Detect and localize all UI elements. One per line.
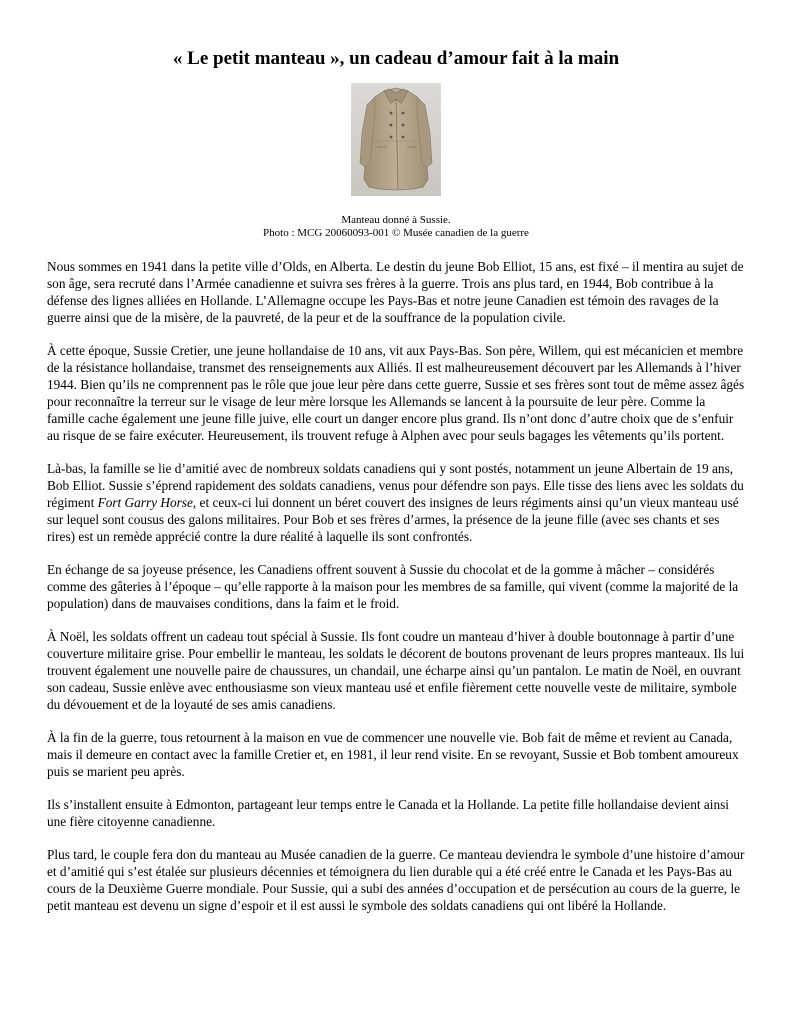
caption-line-2: Photo : MCG 20060093-001 © Musée canadien de la guerre <box>263 227 529 239</box>
paragraph-6: À la fin de la guerre, tous retournent à la maison en vue de commencer une nouvelle vie. Bob fait de même et revient au Canada, mais il demeure en contact avec la famille Cretier et, en 1981, il leur rend visite. En se revoyant, Sussie et Bob tombent amoureux puis se marient peu après. <box>47 730 739 779</box>
image-caption <box>47 214 745 240</box>
caption-line-1: Manteau donné à Sussie. <box>341 214 451 226</box>
article-body <box>47 258 745 914</box>
paragraph-7: Ils s’installent ensuite à Edmonton, partageant leur temps entre le Canada et la Hollande. La petite fille hollandaise devient ainsi une fière citoyenne canadienne. <box>47 797 729 829</box>
coat-photo-icon <box>351 83 441 196</box>
paragraph-3-part-2: , et ceux-ci lui donnent un béret couvert des insignes de leurs régiments ainsi qu’un vieux manteau usé sur lequel sont cousus des galons militaires. Pour Bob et ses frères d’armes, la présence de la jeune fille (avec ses chants et ses rires) est un remède apprécié contre la dure réalité à laquelle ils sont confrontés. <box>47 495 739 544</box>
paragraph-3 <box>47 460 745 545</box>
document-title: « Le petit manteau », un cadeau d’amour fait à la main <box>172 48 620 69</box>
paragraph-8: Plus tard, le couple fera don du manteau au Musée canadien de la guerre. Ce manteau deviendra le symbole d’une histoire d’amour et d’amitié qui s’est étalée sur plusieurs décennies et témoignera du lien durable qui a été créé entre le Canada et les Pays-Bas au cours de la Deuxième Guerre mondiale. Pour Sussie, qui a subi des années d’occupation et de persécution au cours de la guerre, le petit manteau est devenu un signe d’espoir et il est aussi le symbole des soldats canadiens qui ont libéré la Hollande. <box>47 847 745 913</box>
regiment-name: Fort Garry Horse <box>97 495 193 510</box>
document-page <box>47 0 745 930</box>
coat-photo <box>351 83 441 196</box>
paragraph-4: En échange de sa joyeuse présence, les Canadiens offrent souvent à Sussie du chocolat et de la gomme à mâcher – considérés comme des gâteries à l’époque – qu’elle rapporte à la maison pour les membres de sa famille, qui vivent (comme la majorité de la population) dans de mauvaises conditions, dans la faim et le froid. <box>47 562 739 611</box>
paragraph-5: À Noël, les soldats offrent un cadeau tout spécial à Sussie. Ils font coudre un manteau d’hiver à double boutonnage à partir d’une couverture militaire grise. Pour embellir le manteau, les soldats le décorent de boutons provenant de leurs propres manteaux. Ils lui trouvent également une nouvelle paire de chaussures, un chandail, une écharpe ainsi qu’un pantalon. Le matin de Noël, en ouvrant son cadeau, Sussie enlève avec enthousiasme son vieux manteau usé et enfile fièrement cette nouvelle veste de militaire, symbole du dévouement et de la loyauté de ses amis canadiens. <box>47 629 745 712</box>
paragraph-2: À cette époque, Sussie Cretier, une jeune hollandaise de 10 ans, vit aux Pays-Bas. Son père, Willem, qui est mécanicien et membre de la résistance hollandaise, transmet des renseignements aux Alliés. Il est malheureusement découvert par les Allemands à l’hiver 1944. Bien qu’ils ne comprennent pas le rôle que joue leur père dans cette guerre, Sussie et ses frères sont tout de même assez âgés pour reconnaître la terreur sur le visage de leur mère lorsque les Allemands se lancent à la poursuite de leur père. Comme la famille cache également une jeune fille juive, elle court un danger encore plus grand. Ils n’ont donc d’autre choix que de s’enfuir au risque de se faire exécuter. Heureusement, ils trouvent refuge à Alphen avec pour seuls bagages les vêtements qu’ils portent. <box>47 343 745 443</box>
paragraph-3-part-1: Là-bas, la famille se lie d’amitié avec de nombreux soldats canadiens qui y sont postés, notamment un jeune Albertain de 19 ans, Bob Elliot. Sussie s’éprend rapidement des soldats canadiens, venus pour défendre son pays. Elle tisse des liens avec les soldats du régiment <box>47 461 744 510</box>
paragraph-1: Nous sommes en 1941 dans la petite ville d’Olds, en Alberta. Le destin du jeune Bob Elliot, 15 ans, est fixé – il mentira au sujet de son âge, sera recruté dans l’Armée canadienne et suivra ses frères à la guerre. Trois ans plus tard, en 1944, Bob contribue à la défense des lignes alliées en Hollande. L’Allemagne occupe les Pays-Bas et notre jeune Canadien est témoin des ravages de la guerre ainsi que de la misère, de la pauvreté, de la peur et de la souffrance de la population civile. <box>47 259 744 325</box>
